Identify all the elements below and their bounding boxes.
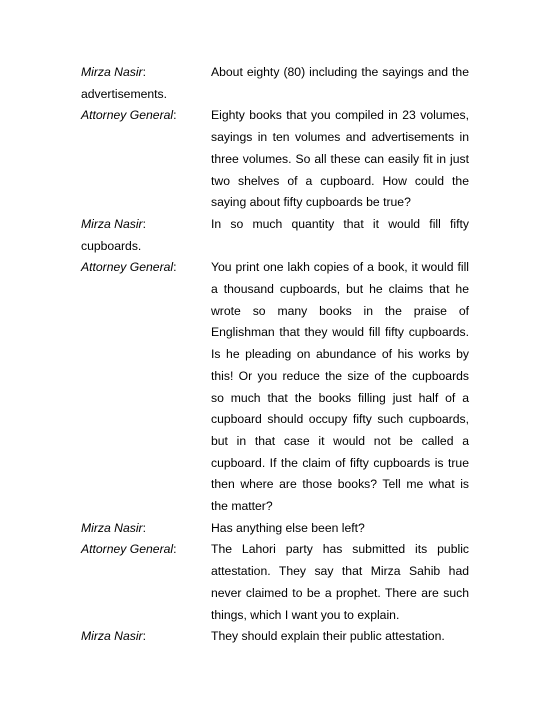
speech-text: About eighty (80) including the sayings and the advertisements. [81,65,469,101]
dialogue-entry [81,62,469,105]
speaker-name: Mirza Nasir: [81,629,147,644]
dialogue-entry [81,257,469,517]
speaker-name: Mirza Nasir: [81,216,147,231]
speaker-name: Mirza Nasir: [81,520,147,535]
speaker-name: Mirza Nasir: [81,65,147,79]
speaker-name: Attorney General: [81,542,177,557]
transcript-page [81,62,469,648]
dialogue-entry [81,626,469,648]
speech-text: The Lahori party has submitted its public attestation. They say that Mirza Sahib had never claimed to be a prophet. There are such things, which I want you to explain. [211,542,469,622]
dialogue-entry [81,105,469,214]
speech-text: In so much quantity that it would fill fifty cupboards. [81,216,469,253]
dialogue-entry [81,539,469,626]
speech-text: Eighty books that you compiled in 23 volumes, sayings in ten volumes and advertisements in three volumes. So all these can easily fit in just two shelves of a cupboard. How could the saying about fifty cupboards be true? [211,108,469,210]
dialogue-entry [81,214,469,257]
speaker-name: Attorney General: [81,108,177,123]
speech-text: You print one lakh copies of a book, it would fill a thousand cupboards, but he claims that he wrote so many books in the praise of Englishman that they would fill fifty cupboards. Is he pleading on abundance of his works by this! Or you reduce the size of the cupboards so much that the books filling just half of a cupboard should occupy fifty such cupboards, but in that case it would not be called a cupboard. If the claim of fifty cupboards is true then where are those books? Tell me what is the matter? [211,260,469,514]
speech-text: Has anything else been left? [211,520,365,535]
speaker-name: Attorney General: [81,260,177,275]
dialogue-entry [81,518,469,540]
speech-text: They should explain their public attestation. [211,629,445,644]
